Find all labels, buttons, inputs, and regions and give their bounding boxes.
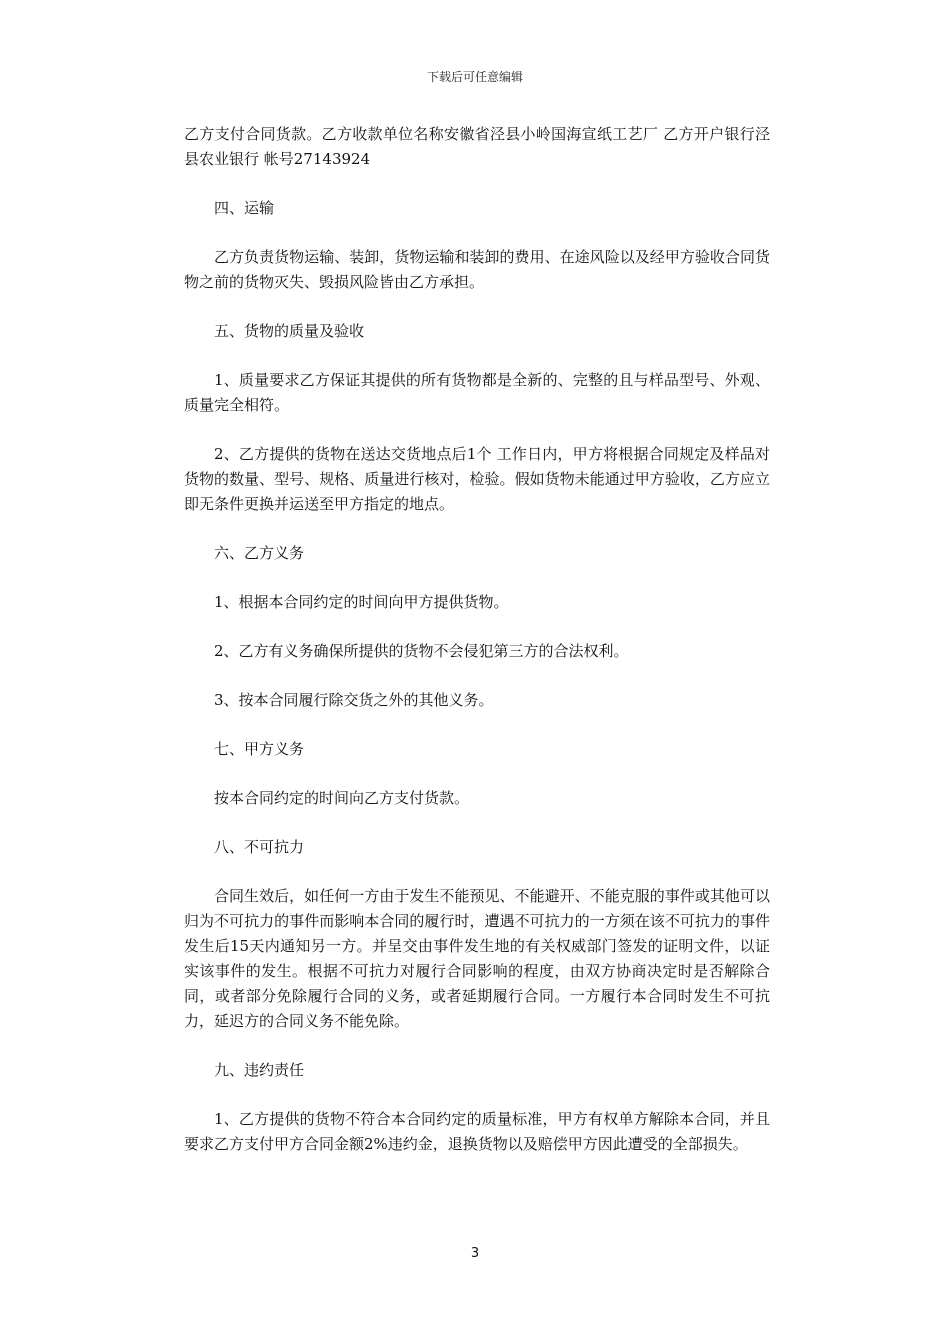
paragraph-liability-1: 1、乙方提供的货物不符合本合同约定的质量标准，甲方有权单方解除本合同，并且要求乙方支付甲方合同金额2%违约金，退换货物以及赔偿甲方因此遭受的全部损失。: [184, 1110, 770, 1153]
section-heading-liability: 九、违约责任: [214, 1061, 305, 1079]
paragraph-transport: 乙方负责货物运输、装卸，货物运输和装卸的费用、在途风险以及经甲方验收合同货物之前的货物灭失、毁损风险皆由乙方承担。: [184, 248, 770, 291]
paragraph-payment-info: 乙方支付合同货款。乙方收款单位名称安徽省泾县小岭国海宣纸工艺厂 乙方开户银行泾县农业银行 帐号27143924: [184, 125, 770, 168]
section-heading-quality: 五、货物的质量及验收: [214, 322, 365, 340]
paragraph-force-majeure: 合同生效后，如任何一方由于发生不能预见、不能避开、不能克服的事件或其他可以归为不可抗力的事件而影响本合同的履行时，遭遇不可抗力的一方须在该不可抗力的事件发生后15天内通知另一方。并呈交由事件发生地的有关权威部门签发的证明文件，以证实该事件的发生。根据不可抗力对履行合同影响的程度，由双方协商决定时是否解除合同，或者部分免除履行合同的义务，或者延期履行合同。一方履行本合同时发生不可抗力，延迟方的合同义务不能免除。: [184, 887, 770, 1030]
paragraph-seller-obligation-1: 1、根据本合同约定的时间向甲方提供货物。: [214, 593, 509, 611]
section-heading-buyer-obligations: 七、甲方义务: [214, 740, 305, 758]
paragraph-quality-2: 2、乙方提供的货物在送达交货地点后1个 工作日内，甲方将根据合同规定及样品对货物的数量、型号、规格、质量进行核对，检验。假如货物未能通过甲方验收，乙方应立即无条件更换并运送至甲方指定的地点。: [184, 445, 770, 513]
paragraph-seller-obligation-2: 2、乙方有义务确保所提供的货物不会侵犯第三方的合法权利。: [214, 642, 629, 660]
section-heading-seller-obligations: 六、乙方义务: [214, 544, 305, 562]
section-heading-force-majeure: 八、不可抗力: [214, 838, 305, 856]
page-header: 下载后可任意编辑: [426, 70, 523, 84]
page-number: 3: [470, 1246, 480, 1261]
paragraph-quality-1: 1、质量要求乙方保证其提供的所有货物都是全新的、完整的且与样品型号、外观、质量完全相符。: [184, 371, 770, 414]
document-body: [184, 122, 770, 1181]
paragraph-buyer-obligation: 按本合同约定的时间向乙方支付货款。: [214, 789, 470, 807]
section-heading-transport: 四、运输: [214, 199, 275, 217]
paragraph-seller-obligation-3: 3、按本合同履行除交货之外的其他义务。: [214, 691, 494, 709]
